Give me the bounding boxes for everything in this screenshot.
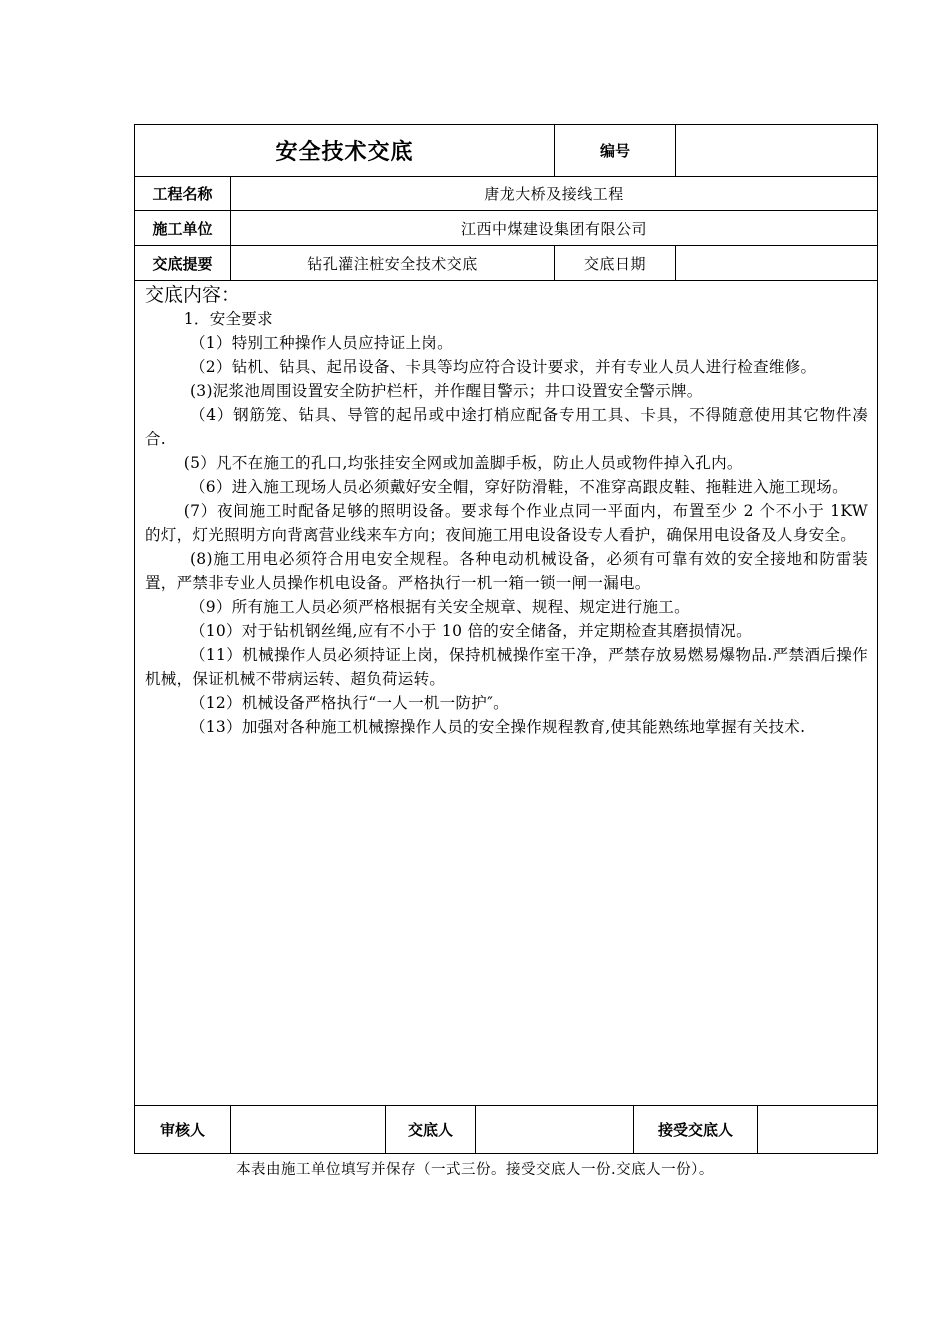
content-paragraphs xyxy=(145,307,868,739)
requirement-item: (7）夜间施工时配备足够的照明设备。要求每个作业点同一平面内，布置至少 2 个不小于 1KW 的灯，灯光照明方向背离营业线来车方向；夜间施工用电设备设专人看护，确保用电设备及人身安全。 xyxy=(145,502,868,544)
requirement-item: (3)泥浆池周围设置安全防护栏杆，并作醒目警示；井口设置安全警示牌。 xyxy=(189,382,703,400)
date-field[interactable] xyxy=(675,246,877,280)
unit-name-field[interactable]: 江西中煤建设集团有限公司 xyxy=(230,211,877,245)
requirement-item: (8)施工用电必须符合用电安全规程。各种电动机械设备，必须有可靠有效的安全接地和防雷装置，严禁非专业人员操作机电设备。严格执行一机一箱一锁一闸一漏电。 xyxy=(145,550,868,592)
project-name-field[interactable]: 唐龙大桥及接线工程 xyxy=(230,177,877,210)
summary-label: 交底提要 xyxy=(152,254,213,273)
number-label: 编号 xyxy=(554,125,675,176)
reviewer-label: 审核人 xyxy=(159,1121,205,1139)
title-row xyxy=(135,125,877,177)
receiver-field[interactable] xyxy=(757,1106,877,1153)
requirement-item: （10）对于钻机钢丝绳,应有不小于 10 倍的安全储备，并定期检查其磨损情况。 xyxy=(189,622,752,640)
section-heading: 1．安全要求 xyxy=(183,310,273,328)
disclosure-content xyxy=(135,281,877,1106)
discloser-field[interactable] xyxy=(475,1106,633,1153)
unit-row xyxy=(135,211,877,246)
requirement-item: (5）凡不在施工的孔口,均张挂安全网或加盖脚手板，防止人员或物件掉入孔内。 xyxy=(183,454,743,472)
requirement-item: （13）加强对各种施工机械擦操作人员的安全操作规程教育,使其能熟练地掌握有关技术. xyxy=(189,718,806,736)
safety-disclosure-form xyxy=(134,124,878,1154)
content-heading: 交底内容： xyxy=(145,284,241,306)
requirement-item: （12）机械设备严格执行“一人一机一防护″。 xyxy=(189,694,509,712)
discloser-label: 交底人 xyxy=(385,1106,475,1153)
project-label: 工程名称 xyxy=(152,185,213,203)
signature-row xyxy=(135,1106,877,1153)
project-row xyxy=(135,177,877,211)
summary-field[interactable]: 钻孔灌注桩安全技术交底 xyxy=(230,246,554,280)
receiver-label: 接受交底人 xyxy=(633,1106,757,1153)
date-label: 交底日期 xyxy=(554,246,675,280)
requirement-item: （6）进入施工现场人员必须戴好安全帽，穿好防滑鞋，不准穿高跟皮鞋、拖鞋进入施工现场。 xyxy=(189,478,848,496)
reviewer-field[interactable] xyxy=(230,1106,385,1153)
requirement-item: （2）钻机、钻具、起吊设备、卡具等均应符合设计要求，并有专业人员人进行检查维修。 xyxy=(189,358,817,376)
requirement-item: （4）钢筋笼、钻具、导管的起吊或中途打梢应配备专用工具、卡具，不得随意使用其它物件凑合. xyxy=(145,406,868,448)
requirement-item: （9）所有施工人员必须严格根据有关安全规章、规程、规定进行施工。 xyxy=(189,598,690,616)
requirement-item: （11）机械操作人员必须持证上岗，保持机械操作室干净，严禁存放易燃易爆物品.严禁酒后操作机械，保证机械不带病运转、超负荷运转。 xyxy=(145,646,868,688)
requirement-item: （1）特别工种操作人员应持证上岗。 xyxy=(189,334,453,352)
form-title: 安全技术交底 xyxy=(275,140,414,165)
summary-row xyxy=(135,246,877,281)
number-field[interactable] xyxy=(675,125,877,176)
unit-label: 施工单位 xyxy=(152,219,213,238)
footer-note: 本表由施工单位填写并保存（一式三份。接受交底人一份.交底人一份）。 xyxy=(236,1162,714,1178)
